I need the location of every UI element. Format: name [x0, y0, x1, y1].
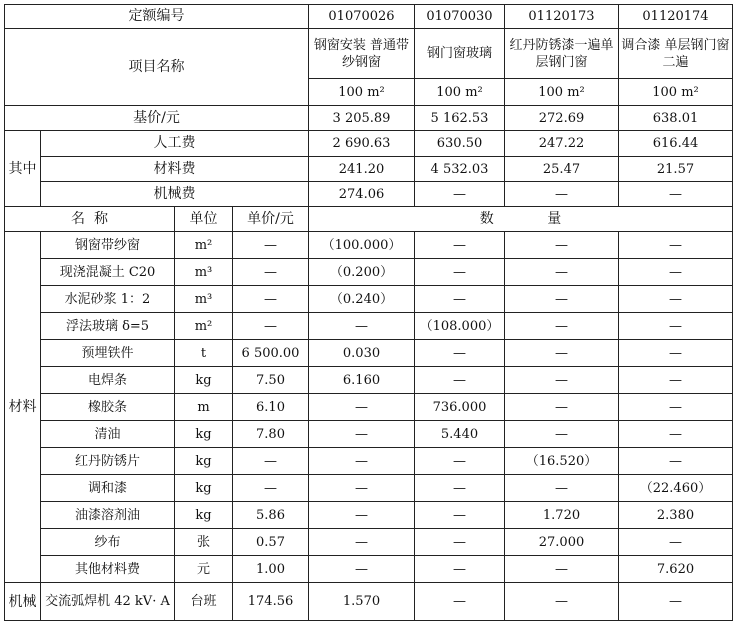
quantity-cell: （0.240）: [309, 286, 415, 313]
quantity-cell: —: [309, 475, 415, 502]
base-price-row: [5, 106, 733, 131]
quantity-cell: —: [619, 313, 733, 340]
resource-name: 钢窗带纱窗: [41, 232, 175, 259]
resource-name: 纱布: [41, 529, 175, 556]
quantity-cell: —: [505, 583, 619, 621]
resource-unit: m: [175, 394, 233, 421]
resource-price: —: [233, 259, 309, 286]
quantity-cell: —: [415, 475, 505, 502]
code-cell: 01070030: [415, 5, 505, 29]
quantity-cell: —: [309, 394, 415, 421]
resource-unit: 元: [175, 556, 233, 583]
quantity-cell: —: [505, 475, 619, 502]
resource-unit: m²: [175, 232, 233, 259]
machine-cost: —: [505, 182, 619, 207]
table-row: [5, 421, 733, 448]
machine-label: 机械费: [41, 182, 309, 207]
machine-row: [5, 182, 733, 207]
quantity-cell: —: [505, 313, 619, 340]
resource-unit: 张: [175, 529, 233, 556]
quantity-cell: —: [309, 313, 415, 340]
machine-cost: —: [415, 182, 505, 207]
quantity-cell: （16.520）: [505, 448, 619, 475]
resource-unit: 台班: [175, 583, 233, 621]
resource-price: —: [233, 475, 309, 502]
resource-unit: kg: [175, 421, 233, 448]
quantity-cell: —: [505, 286, 619, 313]
table-row: [5, 313, 733, 340]
quantity-cell: —: [415, 232, 505, 259]
material-cost: 4 532.03: [415, 157, 505, 182]
quantity-cell: —: [505, 367, 619, 394]
quantity-cell: （108.000）: [415, 313, 505, 340]
resource-unit: kg: [175, 502, 233, 529]
quantity-cell: —: [619, 529, 733, 556]
quantity-cell: —: [619, 232, 733, 259]
quantity-cell: （100.000）: [309, 232, 415, 259]
quantity-cell: 6.160: [309, 367, 415, 394]
quantity-cell: —: [619, 448, 733, 475]
quantity-cell: —: [415, 367, 505, 394]
quantity-cell: —: [415, 502, 505, 529]
quantity-cell: 5.440: [415, 421, 505, 448]
resource-price: —: [233, 286, 309, 313]
resource-price: —: [233, 232, 309, 259]
table-row: [5, 583, 733, 621]
group-label: 机械: [5, 583, 41, 621]
quantity-cell: —: [505, 556, 619, 583]
table-row: [5, 475, 733, 502]
item-unit: 100 m²: [309, 79, 415, 106]
quantity-cell: （0.200）: [309, 259, 415, 286]
subheader-quantity: 数 量: [309, 207, 733, 232]
quantity-cell: —: [619, 421, 733, 448]
resource-unit: t: [175, 340, 233, 367]
quantity-cell: —: [415, 583, 505, 621]
quantity-cell: —: [505, 394, 619, 421]
table-row: [5, 259, 733, 286]
labor-cost: 616.44: [619, 131, 733, 157]
quantity-cell: 27.000: [505, 529, 619, 556]
item-name: 钢窗安装 普通带纱钢窗: [309, 29, 415, 79]
base-price: 272.69: [505, 106, 619, 131]
quantity-cell: （22.460）: [619, 475, 733, 502]
resource-price: 7.80: [233, 421, 309, 448]
resource-name: 橡胶条: [41, 394, 175, 421]
labor-row: [5, 131, 733, 157]
quantity-cell: —: [415, 340, 505, 367]
subheader-unit: 单位: [175, 207, 233, 232]
material-cost: 25.47: [505, 157, 619, 182]
quantity-cell: —: [619, 394, 733, 421]
resource-name: 调和漆: [41, 475, 175, 502]
quota-table: [4, 4, 733, 621]
resource-price: 174.56: [233, 583, 309, 621]
resource-unit: kg: [175, 367, 233, 394]
quantity-cell: —: [309, 448, 415, 475]
resource-price: 5.86: [233, 502, 309, 529]
quantity-cell: 2.380: [619, 502, 733, 529]
resource-price: 1.00: [233, 556, 309, 583]
resource-price: —: [233, 448, 309, 475]
resource-name: 油漆溶剂油: [41, 502, 175, 529]
quantity-cell: —: [415, 259, 505, 286]
base-price: 5 162.53: [415, 106, 505, 131]
quantity-cell: —: [619, 367, 733, 394]
group-label: 其中: [5, 131, 41, 207]
table-row: [5, 394, 733, 421]
quantity-cell: —: [415, 556, 505, 583]
resource-name: 浮法玻璃 δ=5: [41, 313, 175, 340]
quantity-cell: —: [505, 340, 619, 367]
resource-price: 7.50: [233, 367, 309, 394]
resource-price: 0.57: [233, 529, 309, 556]
labor-cost: 247.22: [505, 131, 619, 157]
quantity-cell: 1.570: [309, 583, 415, 621]
resource-unit: m²: [175, 313, 233, 340]
base-price-label: 基价/元: [5, 106, 309, 131]
quantity-cell: 736.000: [415, 394, 505, 421]
resource-name: 清油: [41, 421, 175, 448]
quantity-cell: —: [309, 502, 415, 529]
quantity-cell: 7.620: [619, 556, 733, 583]
material-cost: 241.20: [309, 157, 415, 182]
table-row: [5, 502, 733, 529]
resource-name: 水泥砂浆 1：2: [41, 286, 175, 313]
material-label: 材料费: [41, 157, 309, 182]
table-row: [5, 448, 733, 475]
group-label: 材料: [5, 232, 41, 583]
subheader-name: 名 称: [5, 207, 175, 232]
item-name: 调合漆 单层钢门窗 二遍: [619, 29, 733, 79]
subheader-price: 单价/元: [233, 207, 309, 232]
materials-section: [5, 232, 733, 583]
resource-unit: m³: [175, 286, 233, 313]
table-row: [5, 367, 733, 394]
quantity-cell: —: [505, 259, 619, 286]
labor-cost: 2 690.63: [309, 131, 415, 157]
resource-name: 现浇混凝土 C20: [41, 259, 175, 286]
resource-name: 红丹防锈片: [41, 448, 175, 475]
name-label: 项目名称: [5, 29, 309, 106]
quantity-cell: —: [505, 232, 619, 259]
quantity-cell: —: [505, 421, 619, 448]
item-unit: 100 m²: [415, 79, 505, 106]
quantity-cell: —: [619, 286, 733, 313]
code-row: [5, 5, 733, 29]
table-row: [5, 340, 733, 367]
subheader-row: [5, 207, 733, 232]
machine-cost: 274.06: [309, 182, 415, 207]
resource-price: 6 500.00: [233, 340, 309, 367]
quantity-cell: —: [619, 340, 733, 367]
machinery-section: [5, 583, 733, 621]
table-row: [5, 529, 733, 556]
resource-unit: m³: [175, 259, 233, 286]
code-cell: 01070026: [309, 5, 415, 29]
resource-unit: kg: [175, 448, 233, 475]
resource-name: 电焊条: [41, 367, 175, 394]
table-row: [5, 286, 733, 313]
item-name: 红丹防锈漆一遍单层钢门窗: [505, 29, 619, 79]
quantity-cell: —: [415, 448, 505, 475]
base-price: 638.01: [619, 106, 733, 131]
item-name: 钢门窗玻璃: [415, 29, 505, 79]
labor-cost: 630.50: [415, 131, 505, 157]
quantity-cell: —: [309, 421, 415, 448]
item-unit: 100 m²: [505, 79, 619, 106]
base-price: 3 205.89: [309, 106, 415, 131]
table-row: [5, 232, 733, 259]
quantity-cell: —: [619, 259, 733, 286]
quantity-cell: —: [415, 529, 505, 556]
quantity-cell: —: [309, 529, 415, 556]
quantity-cell: 0.030: [309, 340, 415, 367]
resource-name: 其他材料费: [41, 556, 175, 583]
table-row: [5, 556, 733, 583]
quantity-cell: —: [415, 286, 505, 313]
machine-cost: —: [619, 182, 733, 207]
resource-price: —: [233, 313, 309, 340]
resource-name: 交流弧焊机 42 kV· A: [41, 583, 175, 621]
material-row: [5, 157, 733, 182]
code-label: 定额编号: [5, 5, 309, 29]
quantity-cell: 1.720: [505, 502, 619, 529]
quantity-cell: —: [309, 556, 415, 583]
material-cost: 21.57: [619, 157, 733, 182]
resource-name: 预埋铁件: [41, 340, 175, 367]
labor-label: 人工费: [41, 131, 309, 157]
code-cell: 01120173: [505, 5, 619, 29]
code-cell: 01120174: [619, 5, 733, 29]
resource-price: 6.10: [233, 394, 309, 421]
resource-unit: kg: [175, 475, 233, 502]
name-row: [5, 29, 733, 79]
quantity-cell: —: [619, 583, 733, 621]
item-unit: 100 m²: [619, 79, 733, 106]
